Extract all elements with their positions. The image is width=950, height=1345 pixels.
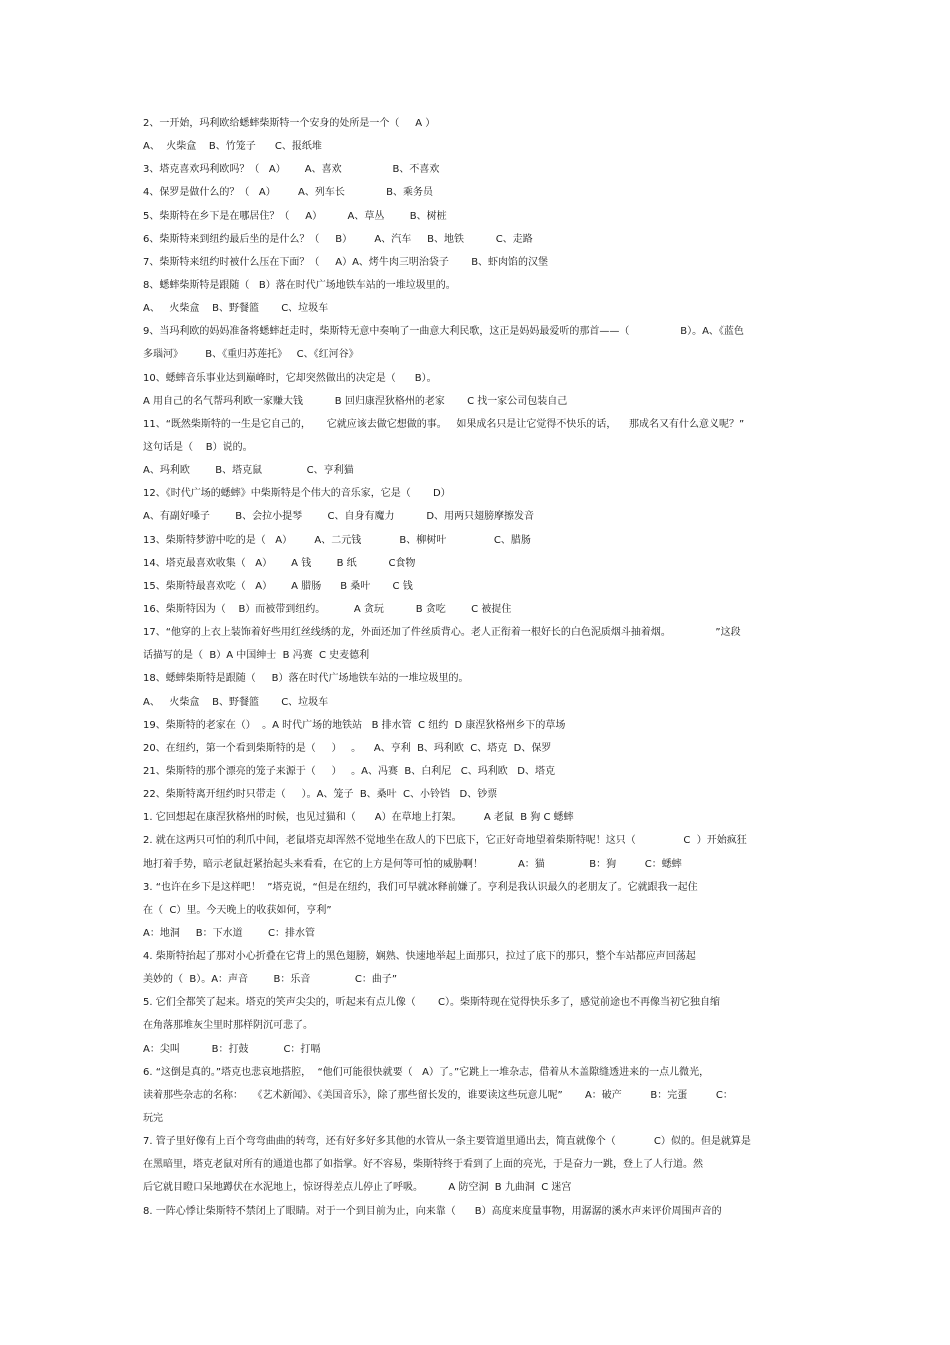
- text-line: 22、柴斯特离开纽约时只带走（ ）。A、笼子 B、桑叶 C、小铃铛 D、钞票: [143, 789, 498, 801]
- text-line: A、 火柴盒 B、野餐篮 C、垃圾车: [143, 696, 329, 708]
- text-line: 7、柴斯特来纽约时被什么压在下面？（ A）A、烤牛肉三明治袋子 B、虾肉馅的汉堡: [143, 256, 549, 268]
- text-line: 4. 柴斯特抬起了那对小心折叠在它背上的黑色翅膀，娴熟、快速地举起上面那只，拉过了底下的那只，整个车站都应声回荡起: [143, 951, 696, 963]
- text-line: A、 火柴盒 B、竹笼子 C、报纸堆: [143, 141, 322, 153]
- quiz-text-body: [143, 112, 811, 1223]
- text-line: A：尖叫 B：打鼓 C：打嗝: [143, 1043, 321, 1055]
- text-line: 21、柴斯特的那个漂亮的笼子来源于（ ） 。A、冯赛 B、白利尼 C、玛利欧 D、塔克: [143, 765, 555, 777]
- text-line: A、 火柴盒 B、野餐篮 C、垃圾车: [143, 303, 329, 315]
- text-line: 20、在纽约，第一个看到柴斯特的是（ ） 。 A、亨利 B、玛利欧 C、塔克 D、保罗: [143, 742, 552, 754]
- text-line: 5. 它们全都笑了起来。塔克的笑声尖尖的，听起来有点儿像（ C）。柴斯特现在觉得快乐多了，感觉前途也不再像当初它独自缩: [143, 997, 720, 1009]
- text-line: 6、柴斯特来到纽约最后坐的是什么？（ B） A、汽车 B、地铁 C、走路: [143, 233, 533, 245]
- text-line: 在（ C）里。今天晚上的收获如何，亨利”: [143, 904, 332, 916]
- text-line: 3、塔克喜欢玛利欧吗？（ A） A、喜欢 B、不喜欢: [143, 164, 440, 176]
- text-line: A、有副好嗓子 B、会拉小提琴 C、自身有魔力 D、用两只翅膀摩擦发音: [143, 511, 535, 523]
- text-line: 15、柴斯特最喜欢吃（ A） A 腊肠 B 桑叶 C 钱: [143, 580, 413, 592]
- text-line: A：地洞 B：下水道 C：排水管: [143, 927, 316, 939]
- text-line: 3. “也许在乡下是这样吧！ ”塔克说，“但是在纽约，我们可早就冰释前嫌了。亨利是我认识最久的老朋友了。它就跟我一起住: [143, 881, 698, 893]
- text-line: 7. 管子里好像有上百个弯弯曲曲的转弯，还有好多好多其他的水管从一条主要管道里通出去，简直就像个（ C）似的。但是就算是: [143, 1136, 751, 1148]
- text-line: 6. “这倒是真的。”塔克也悲哀地搭腔， “他们可能很快就要（ A）了。”它跳上一堆杂志，借着从木盖隙缝透进来的一点儿微光，: [143, 1066, 710, 1078]
- text-line: A 用自己的名气帮玛利欧一家赚大钱 B 回归康涅狄格州的老家 C 找一家公司包装自己: [143, 395, 568, 407]
- text-line: 地打着手势，暗示老鼠赶紧抬起头来看看，在它的上方是何等可怕的威胁啊！ A：猫 B：狗 C：蟋蟀: [143, 858, 682, 870]
- text-line: 11、“既然柴斯特的一生是它自己的， 它就应该去做它想做的事。 如果成名只是让它觉得不快乐的话， 那成名又有什么意义呢？”: [143, 418, 745, 430]
- text-line: 这句话是（ B）说的。: [143, 441, 253, 453]
- text-line: 8、蟋蟀柴斯特是跟随（ B）落在时代广场地铁车站的一堆垃圾里的。: [143, 279, 456, 291]
- text-line: 1. 它回想起在康涅狄格州的时候，也见过猫和（ A）在草地上打架。 A 老鼠 B 狗 C 蟋蟀: [143, 812, 574, 824]
- text-line: 16、柴斯特因为（ B）而被带到纽约。 A 贪玩 B 贪吃 C 被捉住: [143, 603, 512, 615]
- text-line: 18、蟋蟀柴斯特是跟随（ B）落在时代广场地铁车站的一堆垃圾里的。: [143, 673, 469, 685]
- text-line: 多瑙河》 B、《重归苏莲托》 C、《红河谷》: [143, 349, 359, 361]
- text-line: 8. 一阵心悸让柴斯特不禁闭上了眼睛。对于一个到目前为止，向来靠（ B）高度来度量事物，用潺潺的溪水声来评价周围声音的: [143, 1205, 722, 1217]
- text-line: 4、保罗是做什么的？（ A） A、列车长 B、乘务员: [143, 187, 434, 199]
- text-line: 14、塔克最喜欢收集（ A） A 钱 B 纸 C食物: [143, 557, 416, 569]
- text-line: A、玛利欧 B、塔克鼠 C、亨利猫: [143, 465, 354, 477]
- text-line: 美妙的（ B）。A：声音 B：乐音 C：曲子”: [143, 974, 398, 986]
- text-line: 2、一开始，玛利欧给蟋蟀柴斯特一个安身的处所是一个（ A ）: [143, 118, 436, 129]
- text-line: 2. 就在这两只可怕的利爪中间，老鼠塔克却浑然不觉地坐在敌人的下巴底下，它正好奇地望着柴斯特呢！这只（ C ）开始疯狂: [143, 835, 747, 847]
- text-line: 玩完: [143, 1113, 163, 1125]
- text-line: 在黑暗里，塔克老鼠对所有的通道也都了如指掌。好不容易，柴斯特终于看到了上面的亮光，于是奋力一跳，登上了人行道。然: [143, 1159, 703, 1171]
- text-line: 9、当玛利欧的妈妈准备将蟋蟀赶走时，柴斯特无意中奏响了一曲意大利民歌，这正是妈妈最爱听的那首——（ B）。A、《蓝色: [143, 326, 744, 338]
- text-line: 话描写的是（ B）A 中国绅士 B 冯赛 C 史麦德利: [143, 650, 370, 662]
- text-line: 19、柴斯特的老家在（） 。A 时代广场的地铁站 B 排水管 C 纽约 D 康涅狄格州乡下的草场: [143, 719, 566, 731]
- text-line: 13、柴斯特梦游中吃的是（ A） A、二元钱 B、柳树叶 C、腊肠: [143, 534, 531, 546]
- text-line: 5、柴斯特在乡下是在哪居住？（ A） A、草丛 B、树桩: [143, 210, 447, 222]
- text-line: 12、《时代广场的蟋蟀》中柴斯特是个伟大的音乐家，它是（ D）: [143, 488, 451, 500]
- text-line: 17、“他穿的上衣上装饰着好些用红丝线绣的龙，外面还加了件丝质背心。老人正衔着一根好长的白色泥质烟斗抽着烟。 ”这段: [143, 627, 741, 639]
- text-line: 在角落那堆灰尘里时那样阴沉可悲了。: [143, 1020, 313, 1032]
- text-line: 后它就目瞪口呆地蹲伏在水泥地上，惊讶得差点儿停止了呼吸。 A 防空洞 B 九曲洞 C 迷宫: [143, 1182, 572, 1194]
- text-line: 读着那些杂志的名称： 《艺术新闻》、《美国音乐》，除了那些留长发的，谁要读这些玩意儿呢” A：破产 B：完蛋 C：: [143, 1089, 733, 1101]
- text-line: 10、蟋蟀音乐事业达到巅峰时，它却突然做出的决定是（ B）。: [143, 372, 437, 384]
